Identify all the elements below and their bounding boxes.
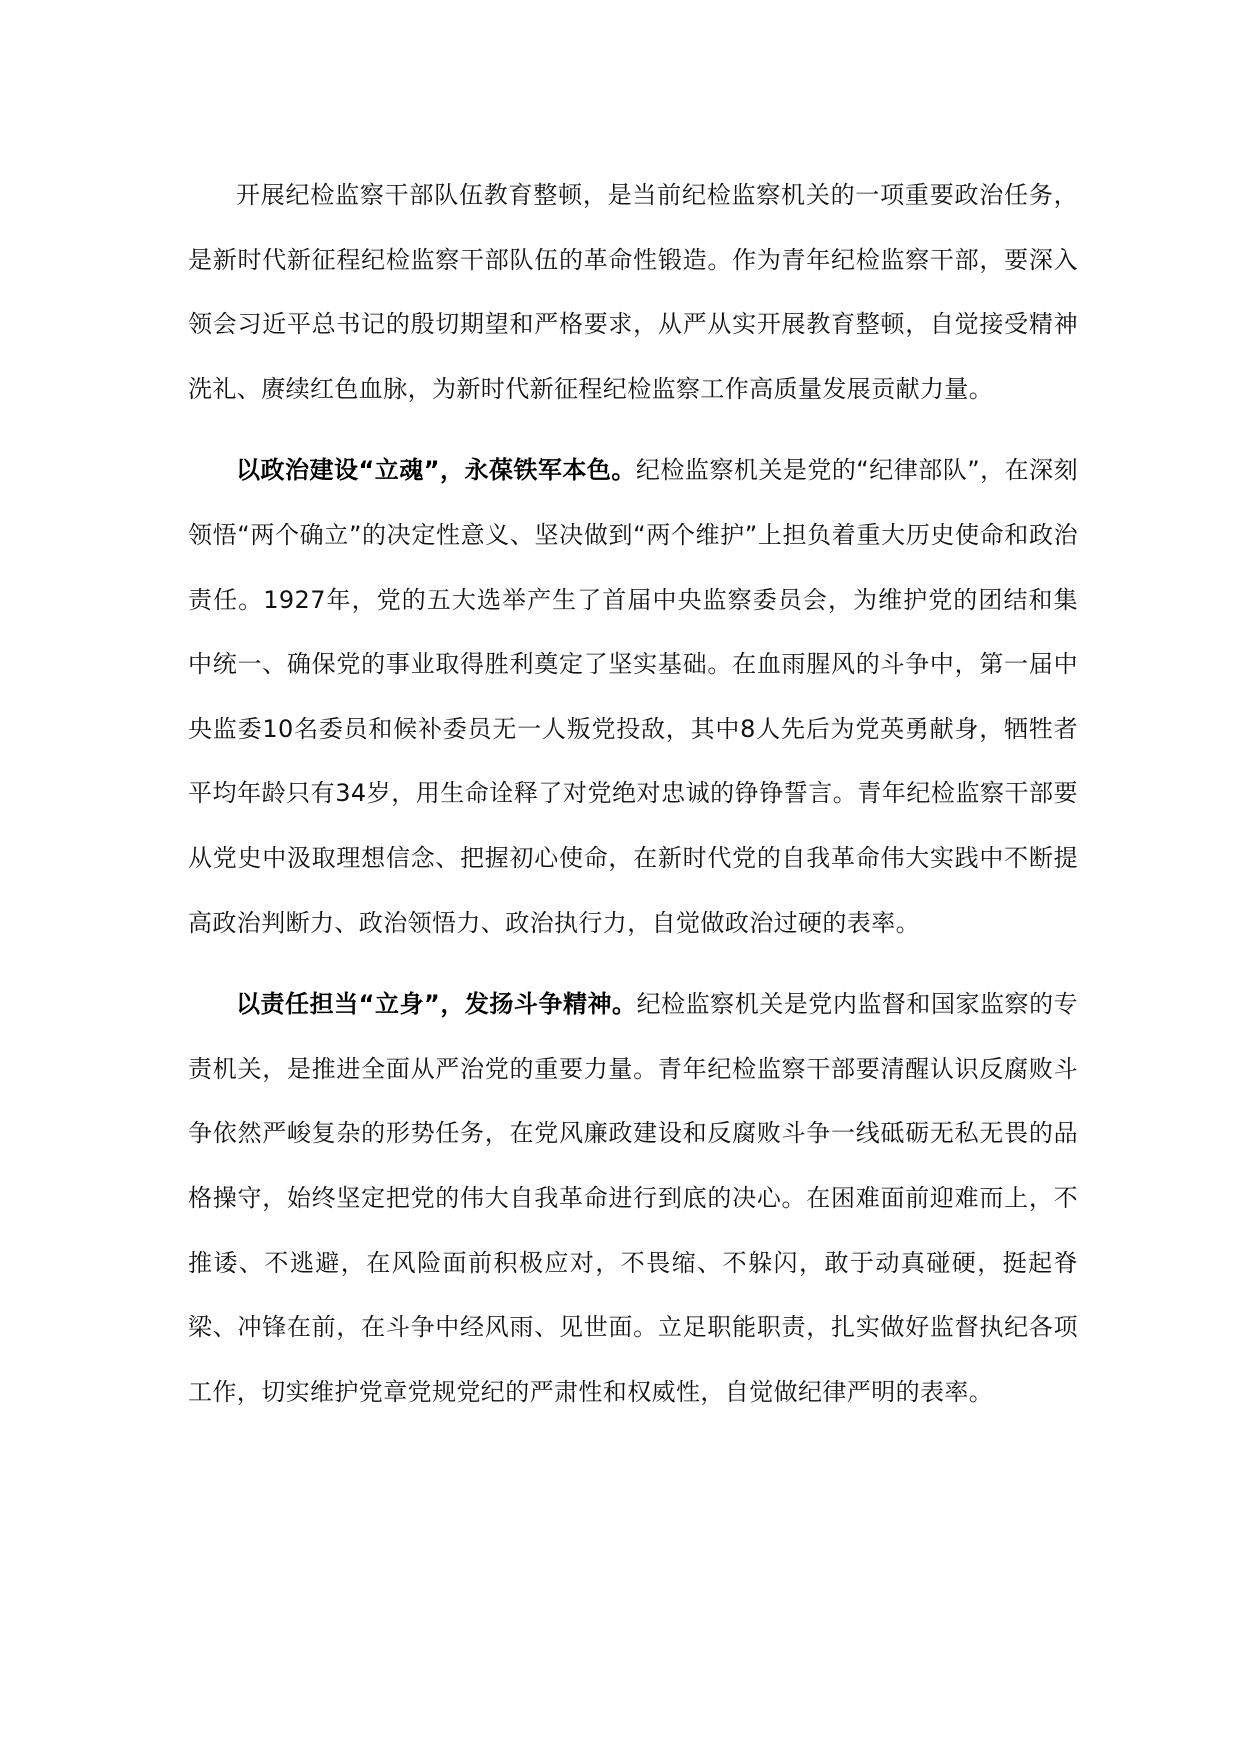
paragraph-responsibility-text: 纪检监察机关是党内监督和国家监察的专责机关，是推进全面从严治党的重要力量。青年纪检监察干部要清醒认识反腐败斗争依然严峻复杂的形势任务，在党风廉政建设和反腐败斗争一线砥砺无私无畏的品格操守，始终坚定把党的伟大自我革命进行到底的决心。在困难面前迎难而上，不推诿、不逃避，在风险面前积极应对，不畏缩、不躲闪，敢于动真碰硬，挺起脊梁、冲锋在前，在斗争中经风雨、见世面。立足职能职责，扎实做好监督执纪各项工作，切实维护党章党规党纪的严肃性和权威性，自觉做纪律严明的表率。: [188, 990, 1078, 1406]
paragraph-political-building: [188, 438, 1078, 955]
document-page: [188, 163, 1078, 1441]
paragraph-responsibility: [188, 972, 1078, 1424]
paragraph-political-building-text: 纪检监察机关是党的“纪律部队”，在深刻领悟“两个确立”的决定性意义、坚决做到“两个维护”上担负着重大历史使命和政治责任。1927年，党的五大选举产生了首届中央监察委员会，为维护党的团结和集中统一、确保党的事业取得胜利奠定了坚实基础。在血雨腥风的斗争中，第一届中央监委10名委员和候补委员无一人叛党投敌，其中8人先后为党英勇献身，牺牲者平均年龄只有34岁，用生命诠释了对党绝对忠诚的铮铮誓言。青年纪检监察干部要从党史中汲取理想信念、把握初心使命，在新时代党的自我革命伟大实践中不断提高政治判断力、政治领悟力、政治执行力，自觉做政治过硬的表率。: [188, 456, 1078, 937]
paragraph-political-building-heading: 以政治建设“立魂”，永葆铁军本色。: [236, 456, 636, 485]
paragraph-intro-text: 开展纪检监察干部队伍教育整顿，是当前纪检监察机关的一项重要政治任务，是新时代新征程纪检监察干部队伍的革命性锻造。作为青年纪检监察干部，要深入领会习近平总书记的殷切期望和严格要求，从严从实开展教育整顿，自觉接受精神洗礼、赓续红色血脉，为新时代新征程纪检监察工作高质量发展贡献力量。: [188, 181, 1078, 403]
paragraph-responsibility-heading: 以责任担当“立身”，发扬斗争精神。: [236, 990, 637, 1019]
paragraph-intro: [188, 163, 1078, 421]
